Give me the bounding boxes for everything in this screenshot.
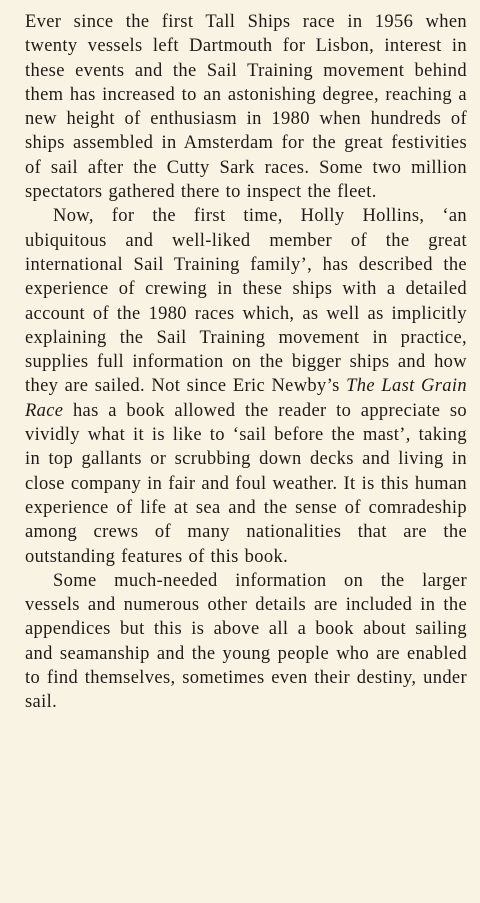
paragraph-2-text-before: Now, for the first time, Holly Hollins, ‘an ubiquitous and well-liked member of the great international Sail Training family’, has described the experience of crewing in these ships with a detailed account of the 1980 races which, as well as implicitly explaining the Sail Training movement in practice, supplies full information on the bigger ships and how they are sailed. Not since Eric Newby’s (25, 206, 467, 397)
paragraph-3: Some much-needed information on the larger vessels and numerous other details are included in the appendices but this is above all a book about sailing and seamanship and the young people who are enabled to find themselves, sometimes even their destiny, under sail. (25, 570, 467, 713)
paragraph-1: Ever since the first Tall Ships race in 1956 when twenty vessels left Dartmouth for Lisbon, interest in these events and the Sail Training movement behind them has increased to an astonishing degree, reaching a new height of enthusiasm in 1980 when hundreds of ships assembled in Amsterdam for the great festivities of sail after the Cutty Sark races. Some two million spectators gathered there to inspect the fleet. (25, 12, 467, 203)
paragraph-2-text-after: has a book allowed the reader to appreciate so vividly what it is like to ‘sail before the mast’, taking in top gallants or scrubbing down decks and living in close company in fair and foul weather. It is this human experience of life at sea and the sense of comradeship among crews of many nationalities that are the outstanding features of this book. (25, 400, 467, 567)
book-title: The Last Grain Race (25, 376, 467, 421)
paragraph-2 (25, 204, 467, 568)
